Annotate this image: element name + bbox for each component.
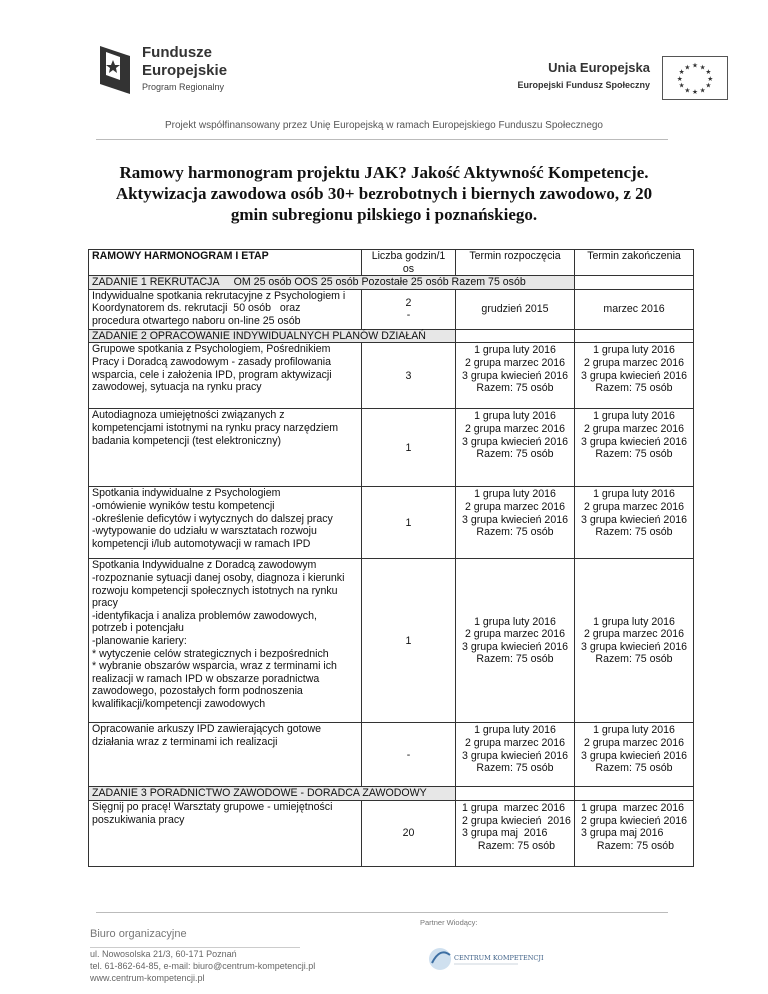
row3-desc-line: Autodiagnoza umiejętności związanych z [92, 409, 285, 422]
date-line: 3 grupa kwiecień 2016 [580, 749, 687, 762]
row1-hours-line: 2 [405, 296, 412, 309]
eu-flag-icon [662, 56, 728, 100]
svg-text:★: ★ [699, 63, 706, 72]
table-row [89, 343, 694, 409]
row4-desc-line: kompetencji i/lub automotywacji w ramach IPD [92, 537, 311, 550]
row7-desc-line: Sięgnij po pracę! Warsztaty grupowe - umiejętności [92, 800, 333, 813]
date-line: 1 grupa luty 2016 [474, 488, 556, 501]
row1-hours [362, 289, 456, 329]
date-line: Razem: 75 osób [476, 762, 554, 775]
row5-desc-line: * wytyczenie celów strategicznych i bezpośrednich [92, 647, 329, 660]
logo-line-1: Fundusze [142, 44, 212, 61]
date-line: Razem: 75 osób [476, 526, 554, 539]
footer-contact: tel. 61-862-64-85, e-mail: biuro@centrum-kompetencji.pl [90, 961, 316, 971]
date-line: 1 grupa luty 2016 [593, 344, 675, 357]
date-line: 2 grupa marzec 2016 [583, 628, 685, 641]
date-line: 1 grupa luty 2016 [593, 410, 675, 423]
row6-desc [89, 723, 362, 787]
row5-desc-line: -planowanie kariery: [92, 634, 187, 647]
header-hours: Liczba godzin/1 os [362, 250, 456, 276]
svg-text:★: ★ [684, 63, 691, 72]
row1-start: grudzień 2015 [456, 289, 575, 329]
logo-line-3: Program Regionalny [142, 82, 225, 92]
row1-desc [89, 289, 362, 329]
date-line: 2 grupa marzec 2016 [464, 500, 566, 513]
task2-label: ZADANIE 2 OPRACOWANIE INDYWIDUALNYCH PLANÓW DZIAŁAŃ [89, 329, 456, 343]
row4-end [575, 487, 694, 559]
date-line: 2 grupa kwiecień 2016 [581, 814, 688, 827]
task1-label: ZADANIE 1 REKRUTACJA OM 25 osób OOS 25 osób Pozostałe 25 osób Razem 75 osób [89, 276, 575, 290]
table-row [89, 723, 694, 787]
date-line: 2 grupa marzec 2016 [583, 500, 685, 513]
table-row [89, 409, 694, 487]
row5-desc-line: rozwoju kompetencji społecznych istotnych na rynku [92, 584, 338, 597]
row2-desc [89, 343, 362, 409]
date-line: Razem: 75 osób [595, 526, 673, 539]
date-line: Razem: 75 osób [596, 839, 675, 852]
date-line: 2 grupa marzec 2016 [464, 628, 566, 641]
row5-desc-line: zawodowego, pozostałych form podnoszenia [92, 685, 303, 698]
fundusze-europejskie-logo [96, 40, 236, 100]
date-line: 3 grupa kwiecień 2016 [580, 513, 687, 526]
row5-start [456, 559, 575, 723]
svg-text:★: ★ [705, 81, 712, 90]
date-line: 1 grupa luty 2016 [474, 724, 556, 737]
header-end: Termin zakończenia [575, 250, 694, 276]
page-title [96, 162, 672, 225]
row2-desc-line: wsparcia, cele i założenia IPD, program aktywizacji [92, 368, 332, 381]
date-line: 1 grupa luty 2016 [474, 344, 556, 357]
row6-hours: - [362, 723, 456, 787]
row2-desc-line: Pracy i Doradcą zawodowym - zasady profilowania [92, 355, 332, 368]
date-line: 1 grupa luty 2016 [474, 615, 556, 628]
date-line: 1 grupa luty 2016 [593, 724, 675, 737]
date-line: 3 grupa kwiecień 2016 [580, 369, 687, 382]
date-line: Razem: 75 osób [595, 382, 673, 395]
date-line: Razem: 75 osób [595, 653, 673, 666]
date-line: 2 grupa marzec 2016 [583, 356, 685, 369]
row2-desc-line: Grupowe spotkania z Psychologiem, Pośrednikiem [92, 343, 331, 356]
header-divider [96, 139, 668, 140]
section-row-task2 [89, 329, 694, 343]
row7-desc-line: poszukiwania pracy [92, 813, 185, 826]
project-cofinancing-line: Projekt współfinansowany przez Unię Europejską w ramach Europejskiego Funduszu Społecznego [164, 120, 603, 131]
row3-hours: 1 [362, 409, 456, 487]
date-line: 3 grupa kwiecień 2016 [461, 513, 568, 526]
row5-hours: 1 [362, 559, 456, 723]
svg-text:★: ★ [684, 86, 691, 95]
unia-europejska-logo [517, 60, 728, 100]
row4-start [456, 487, 575, 559]
eu-fund: Europejski Fundusz Społeczny [517, 80, 650, 90]
svg-text:★: ★ [705, 68, 712, 77]
row5-desc-line: potrzeb i potencjału [92, 622, 184, 635]
footer-heading: Biuro organizacyjne [90, 928, 187, 940]
row4-desc-line: -wytypowanie do udziału w warsztatach rozwoju [92, 525, 317, 538]
row6-desc-line: Opracowanie arkuszy IPD zawierających gotowe [92, 723, 322, 736]
row6-end [575, 723, 694, 787]
date-line: Razem: 75 osób [476, 653, 554, 666]
row3-end [575, 409, 694, 487]
row2-hours: 3 [362, 343, 456, 409]
date-line: 3 grupa kwiecień 2016 [580, 435, 687, 448]
row5-desc [89, 559, 362, 723]
row5-desc-line: -identyfikacja i analiza problemów zawodowych, [92, 609, 317, 622]
svg-text:★: ★ [676, 74, 683, 83]
date-line: 2 grupa marzec 2016 [464, 422, 566, 435]
partner-label: Partner Wiodący: [420, 918, 478, 927]
row1-desc-line: Koordynatorem ds. rekrutacji 50 osób oraz [92, 302, 301, 315]
svg-text:★: ★ [699, 86, 706, 95]
title-line-3: gmin subregionu pilskiego i poznańskiego. [230, 205, 538, 224]
row3-desc [89, 409, 362, 487]
footer-office [90, 928, 410, 984]
svg-text:★: ★ [692, 88, 698, 97]
row3-start [456, 409, 575, 487]
date-line: 1 grupa luty 2016 [593, 615, 675, 628]
row2-start [456, 343, 575, 409]
table-row [89, 559, 694, 723]
row2-desc-line: zawodowej, sytuacja na rynku pracy [92, 381, 262, 394]
footer-divider [96, 912, 668, 913]
date-line: 3 grupa kwiecień 2016 [461, 749, 568, 762]
date-line: 3 grupa kwiecień 2016 [580, 640, 687, 653]
date-line: 3 grupa kwiecień 2016 [461, 640, 568, 653]
date-line: 2 grupa marzec 2016 [464, 736, 566, 749]
partner-logo-text: CENTRUM KOMPETENCJI [454, 954, 544, 962]
row5-desc-line: realizacji w ramach IPD w obszarze poradnictwa [92, 672, 320, 685]
section-row-task3 [89, 787, 694, 801]
date-line: Razem: 75 osób [476, 448, 554, 461]
title-line-2: Aktywizacja zawodowa osób 30+ bezrobotnych i biernych zawodowo, z 20 [115, 184, 653, 203]
date-line: 2 grupa kwiecień 2016 [462, 814, 571, 827]
table-row [89, 487, 694, 559]
row7-end [575, 800, 694, 866]
row5-desc-line: kwalifikacji/kompetencji zawodowych [92, 697, 266, 710]
table-row [89, 800, 694, 866]
row1-desc-line: Indywidualne spotkania rekrutacyjne z Psychologiem i [92, 289, 346, 302]
title-line-1: Ramowy harmonogram projektu JAK? Jakość Aktywność Kompetencje. [119, 163, 649, 182]
footer-address: ul. Nowosolska 21/3, 60-171 Poznań [90, 949, 237, 959]
row4-hours: 1 [362, 487, 456, 559]
schedule-table [88, 249, 694, 867]
row3-desc-line: kompetencjami istotnymi na rynku pracy narzędziem [92, 421, 339, 434]
row1-desc-line: procedura otwartego naboru on-line 25 osób [92, 314, 301, 327]
date-line: 3 grupa maj 2016 [462, 827, 548, 840]
date-line: 2 grupa marzec 2016 [583, 422, 685, 435]
table-row [89, 289, 694, 329]
row4-desc [89, 487, 362, 559]
row3-desc-line: badania kompetencji (test elektroniczny) [92, 434, 282, 447]
section-row-task1 [89, 276, 694, 290]
date-line: 3 grupa maj 2016 [581, 827, 664, 840]
row4-desc-line: Spotkania indywidualne z Psychologiem [92, 487, 281, 500]
footer-heading-underline [90, 947, 300, 948]
logo-line-2: Europejskie [142, 62, 228, 79]
footer-website: www.centrum-kompetencji.pl [90, 973, 205, 983]
date-line: 3 grupa kwiecień 2016 [461, 369, 568, 382]
svg-text:★: ★ [692, 61, 698, 70]
row5-desc-line: -rozpoznanie sytuacji danej osoby, diagnoza i kierunki [92, 571, 345, 584]
svg-text:★: ★ [707, 74, 714, 83]
row6-desc-line: działania wraz z terminami ich realizacji [92, 735, 278, 748]
date-line: 2 grupa marzec 2016 [583, 736, 685, 749]
row1-hours-line: - [406, 309, 411, 322]
date-line: 1 grupa marzec 2016 [581, 801, 685, 814]
header-start: Termin rozpoczęcia [456, 250, 575, 276]
header-stage: RAMOWY HARMONOGRAM I ETAP [89, 250, 362, 276]
row1-end: marzec 2016 [575, 289, 694, 329]
row4-desc-line: -omówienie wyników testu kompetencji [92, 499, 275, 512]
row5-end [575, 559, 694, 723]
task3-label: ZADANIE 3 PORADNICTWO ZAWODOWE - DORADCA ZAWODOWY [89, 787, 456, 801]
row6-start [456, 723, 575, 787]
date-line: Razem: 75 osób [476, 382, 554, 395]
date-line: Razem: 75 osób [477, 839, 556, 852]
svg-text:★: ★ [678, 81, 685, 90]
date-line: Razem: 75 osób [595, 448, 673, 461]
row7-hours: 20 [362, 800, 456, 866]
eu-title: Unia Europejska [548, 60, 650, 75]
row5-desc-line: Spotkania Indywidualne z Doradcą zawodowym [92, 559, 317, 572]
svg-text:★: ★ [678, 68, 685, 77]
fundusze-europejskie-emblem-icon [96, 42, 134, 96]
row7-desc [89, 800, 362, 866]
row7-start [456, 800, 575, 866]
table-header-row [89, 250, 694, 276]
date-line: 1 grupa luty 2016 [474, 410, 556, 423]
date-line: Razem: 75 osób [595, 762, 673, 775]
date-line: 1 grupa luty 2016 [593, 488, 675, 501]
row2-end [575, 343, 694, 409]
centrum-kompetencji-logo [426, 937, 544, 981]
row5-desc-line: pracy [92, 597, 118, 610]
row4-desc-line: -określenie deficytów i wytycznych do dalszej pracy [92, 512, 333, 525]
row5-desc-line: * wybranie obszarów wsparcia, wraz z terminami ich [92, 660, 337, 673]
date-line: 1 grupa marzec 2016 [462, 801, 566, 814]
date-line: 3 grupa kwiecień 2016 [461, 435, 568, 448]
date-line: 2 grupa marzec 2016 [464, 356, 566, 369]
